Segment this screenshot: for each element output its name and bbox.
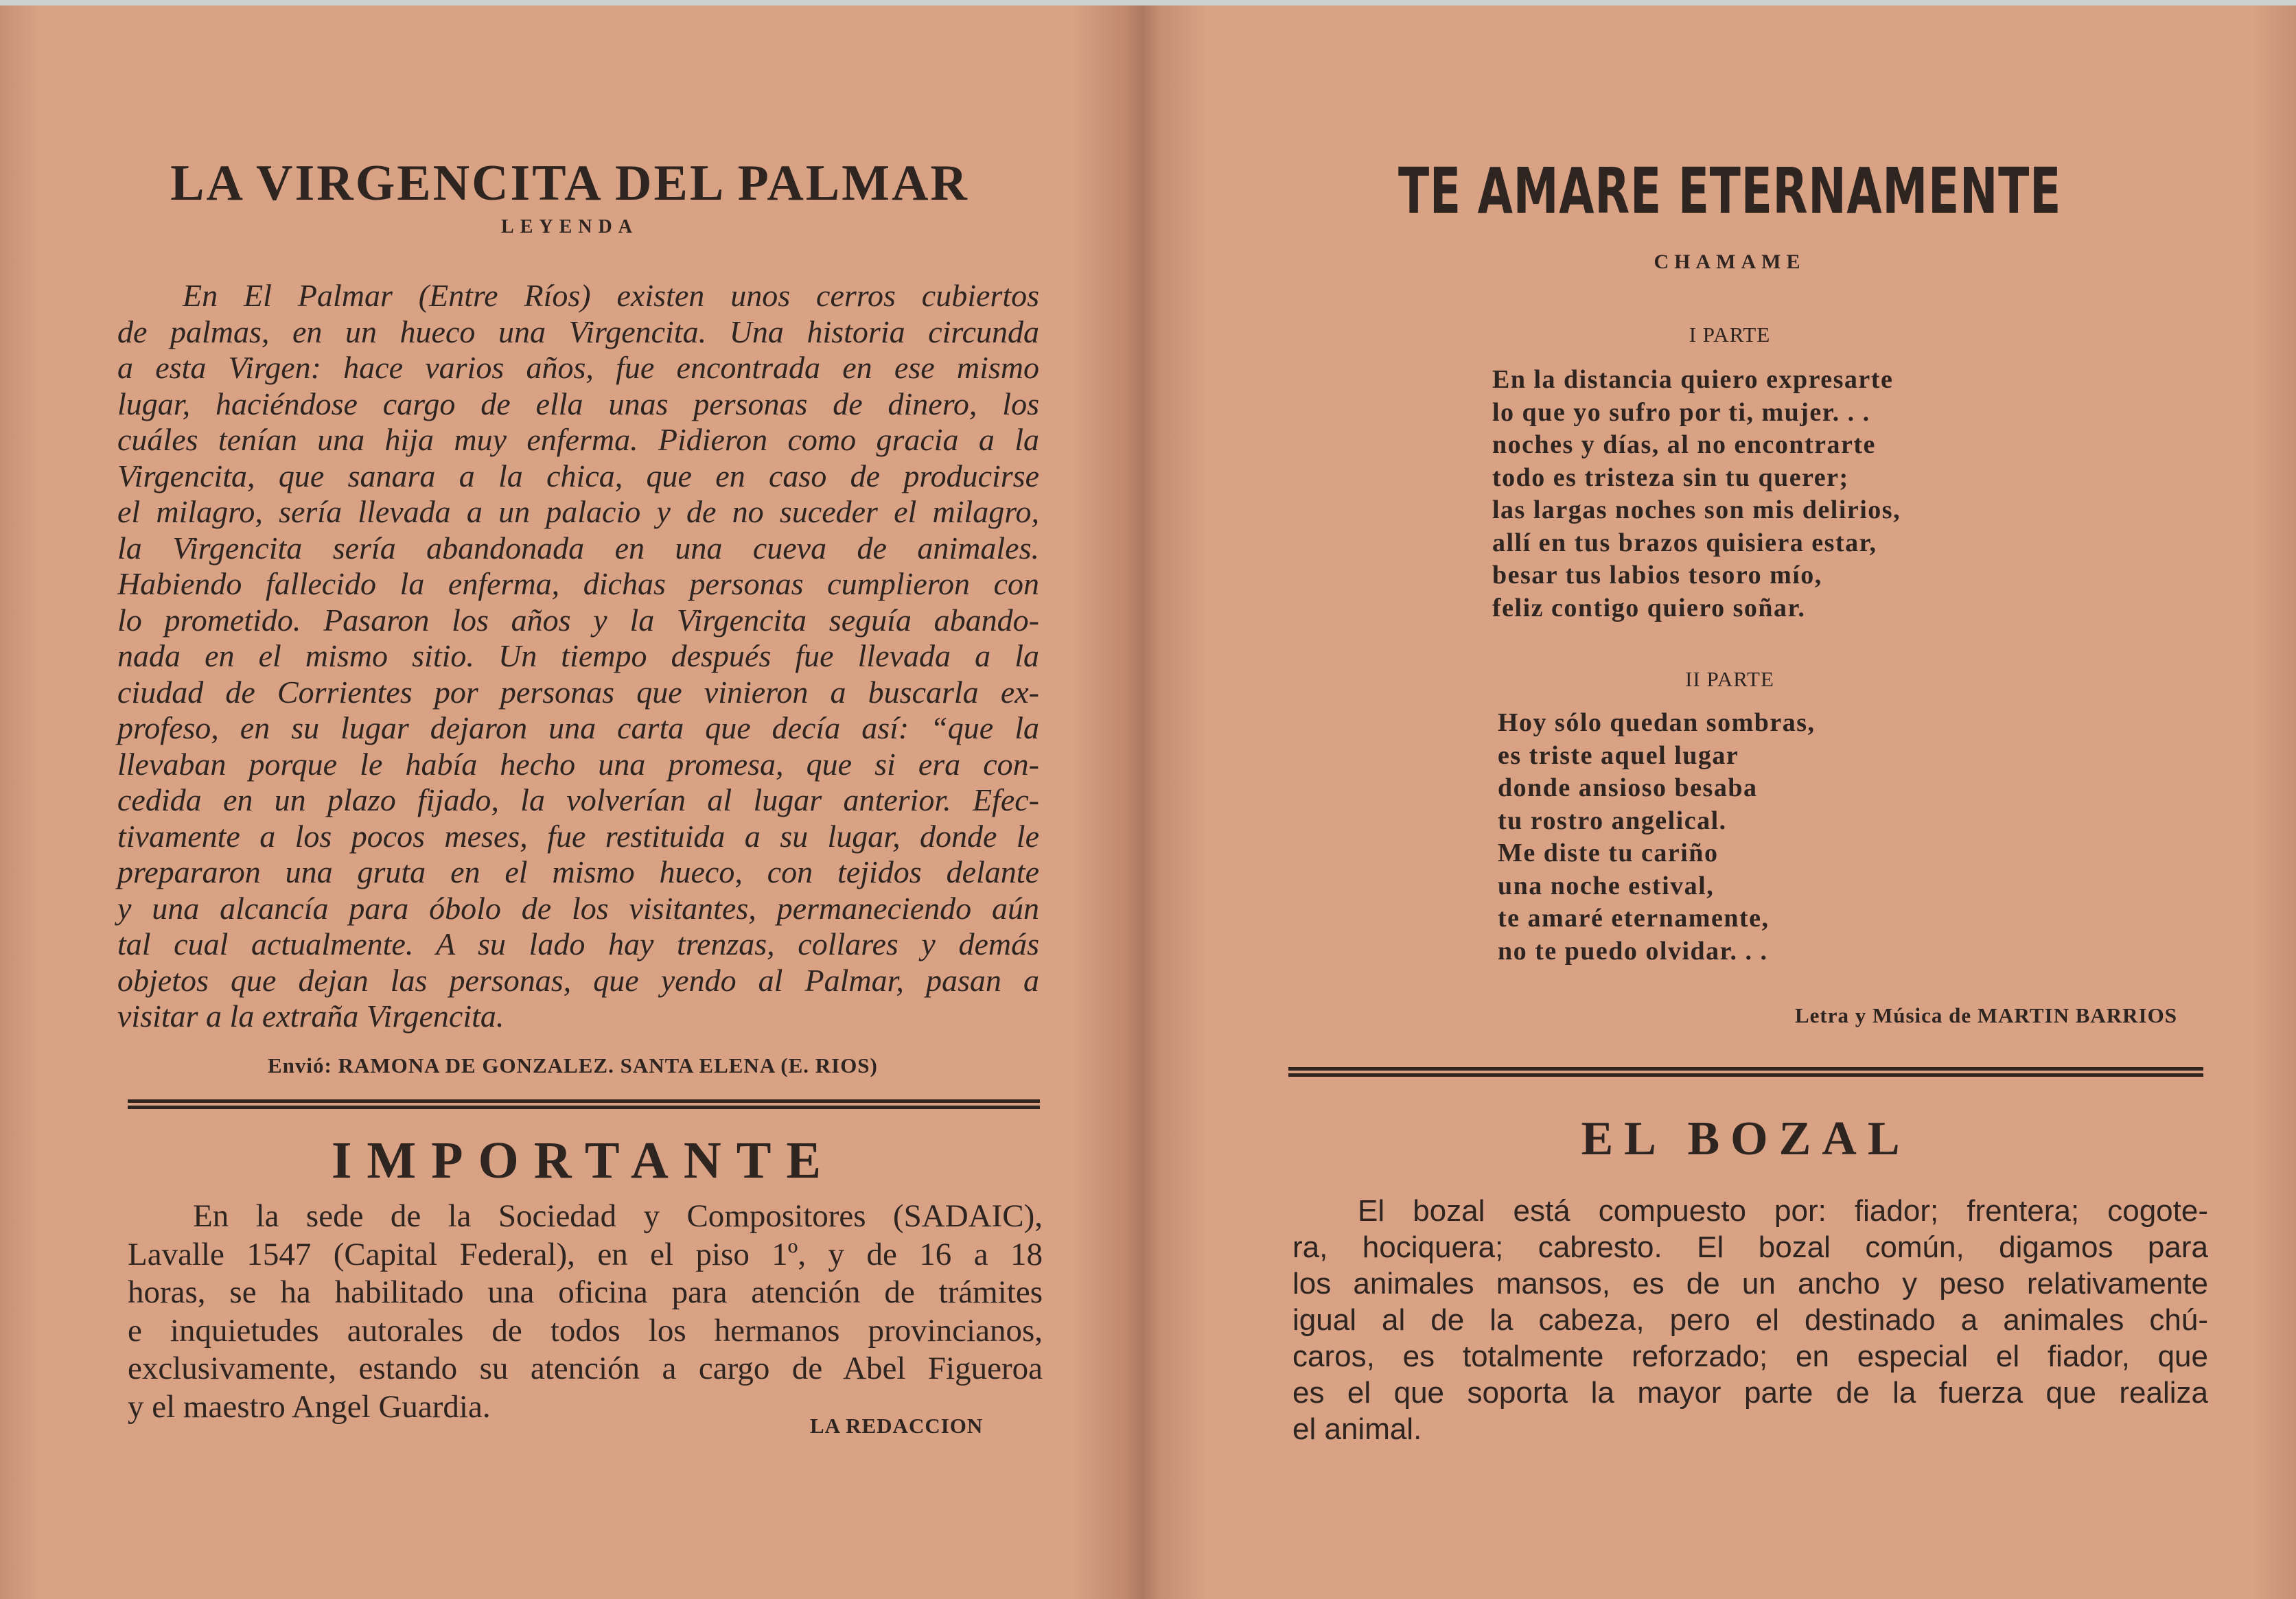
text-line: visitar a la extraña Virgencita.	[117, 999, 505, 1034]
text-line: tal cual actualmente. A su lado hay trenzas, collares y demás	[117, 926, 1039, 961]
text-line: todo es tristeza sin tu querer;	[1492, 463, 1849, 492]
text-line: cedida en un plazo fijado, la volverían al lugar anterior. Efec-	[117, 782, 1039, 817]
song-credit: Letra y Música de MARTIN BARRIOS	[1794, 1003, 2177, 1027]
text-line: el animal.	[1292, 1412, 1422, 1446]
part2-heading: II PARTE	[1685, 667, 1774, 691]
text-line: las largas noches son mis delirios,	[1492, 495, 1901, 524]
text-line: allí en tus brazos quisiera estar,	[1492, 528, 1877, 557]
text-line: Lavalle 1547 (Capital Federal), en el piso 1º, y de 16 a 18	[128, 1236, 1043, 1272]
notice-title: IMPORTANTE	[331, 1132, 837, 1189]
text-line: Hoy sólo quedan sombras,	[1498, 708, 1816, 737]
text-line: prepararon una gruta en el mismo hueco, con tejidos delante	[117, 854, 1039, 889]
text-line: nada en el mismo sitio. Un tiempo después fue llevada a la	[117, 638, 1039, 673]
text-line: lo prometido. Pasaron los años y la Virgencita seguía abando-	[117, 602, 1039, 638]
text-line: llevaban porque le había hecho una promesa, que si era con-	[117, 746, 1039, 782]
text-line: igual al de la cabeza, pero el destinado a animales chú-	[1292, 1303, 2208, 1337]
text-line: lo que yo sufro por ti, mujer. . .	[1492, 397, 1870, 427]
text-line: los animales mansos, es de un ancho y peso relativamente	[1292, 1267, 2208, 1300]
text-line: e inquietudes autorales de todos los hermanos provincianos,	[128, 1312, 1043, 1349]
article-body	[1292, 1193, 2208, 1447]
notice-signature: LA REDACCION	[810, 1414, 984, 1438]
text-line: cuáles tenían una hija muy enferma. Pidieron como gracia a la	[117, 422, 1039, 457]
text-line: donde ansioso besaba	[1498, 773, 1758, 802]
notice-body	[128, 1198, 1043, 1426]
text-line: En la distancia quiero expresarte	[1492, 365, 1894, 394]
text-line: la Virgencita sería abandonada en una cueva de animales.	[117, 530, 1039, 565]
text-line: no te puedo olvidar. . .	[1498, 936, 1768, 966]
text-line: a esta Virgen: hace varios años, fue encontrada en ese mismo	[117, 350, 1039, 385]
text-line: caros, es totalmente reforzado; en especial el fiador, que	[1292, 1340, 2208, 1373]
legend-subtitle: LEYENDA	[501, 216, 638, 237]
song-title: TE AMARE ETERNAMENTE	[1398, 154, 2062, 228]
text-line: El bozal está compuesto por: fiador; frentera; cogote-	[1358, 1194, 2208, 1228]
text-line: y una alcancía para óbolo de los visitantes, permaneciendo aún	[117, 890, 1039, 926]
text-line: Habiendo fallecido la enferma, dichas personas cumplieron con	[117, 566, 1039, 601]
legend-body	[117, 278, 1039, 1035]
text-line: es el que soporta la mayor parte de la fuerza que realiza	[1292, 1376, 2208, 1410]
text-line: En la sede de la Sociedad y Compositores (SADAIC),	[193, 1198, 1043, 1234]
text-line: En El Palmar (Entre Ríos) existen unos cerros cubiertos	[183, 278, 1039, 313]
text-line: objetos que dejan las personas, que yendo al Palmar, pasan a	[117, 962, 1039, 998]
text-line: exclusivamente, estando su atención a cargo de Abel Figueroa	[128, 1351, 1043, 1386]
page-top-edge	[0, 0, 2296, 5]
text-line: tu rostro angelical.	[1498, 806, 1727, 835]
text-line: ra, hociquera; cabresto. El bozal común, digamos para	[1292, 1230, 2208, 1264]
song-part1-verses	[1492, 364, 1901, 625]
text-line: ciudad de Corrientes por personas que vinieron a buscarla ex-	[117, 674, 1039, 710]
text-line: Me diste tu cariño	[1498, 839, 1719, 867]
song-subtitle: CHAMAME	[1654, 250, 1806, 273]
double-rule-divider	[128, 1099, 1040, 1109]
double-rule-divider	[1288, 1067, 2203, 1077]
text-line: Virgencita, que sanara a la chica, que en caso de producirse	[117, 458, 1039, 493]
song-part2-verses	[1498, 707, 1816, 968]
text-line: una noche estival,	[1498, 871, 1715, 900]
text-line: lugar, haciéndose cargo de ella unas personas de dinero, los	[117, 386, 1039, 421]
text-line: tivamente a los pocos meses, fue restituida a su lugar, donde le	[117, 818, 1039, 854]
part1-heading: I PARTE	[1689, 323, 1771, 347]
text-line: es triste aquel lugar	[1498, 740, 1739, 770]
text-line: besar tus labios tesoro mío,	[1492, 561, 1822, 590]
text-line: el milagro, sería llevada a un palacio y de no suceder el milagro,	[117, 494, 1039, 529]
text-line: noches y días, al no encontrarte	[1492, 430, 1876, 459]
article-title: EL BOZAL	[1581, 1112, 1911, 1165]
text-line: horas, se ha habilitado una oficina para atención de trámites	[128, 1274, 1043, 1310]
text-line: profeso, en su lugar dejaron una carta que decía así: “que la	[117, 710, 1039, 745]
legend-sender: Envió: RAMONA DE GONZALEZ. SANTA ELENA (E. RIOS)	[268, 1053, 878, 1077]
text-line: te amaré eternamente,	[1498, 904, 1770, 933]
legend-title: LA VIRGENCITA DEL PALMAR	[170, 155, 969, 211]
text-line: feliz contigo quiero soñar.	[1492, 593, 1806, 622]
text-line: y el maestro Angel Guardia.	[128, 1388, 491, 1425]
text-line: de palmas, en un hueco una Virgencita. Una historia circunda	[117, 314, 1039, 349]
